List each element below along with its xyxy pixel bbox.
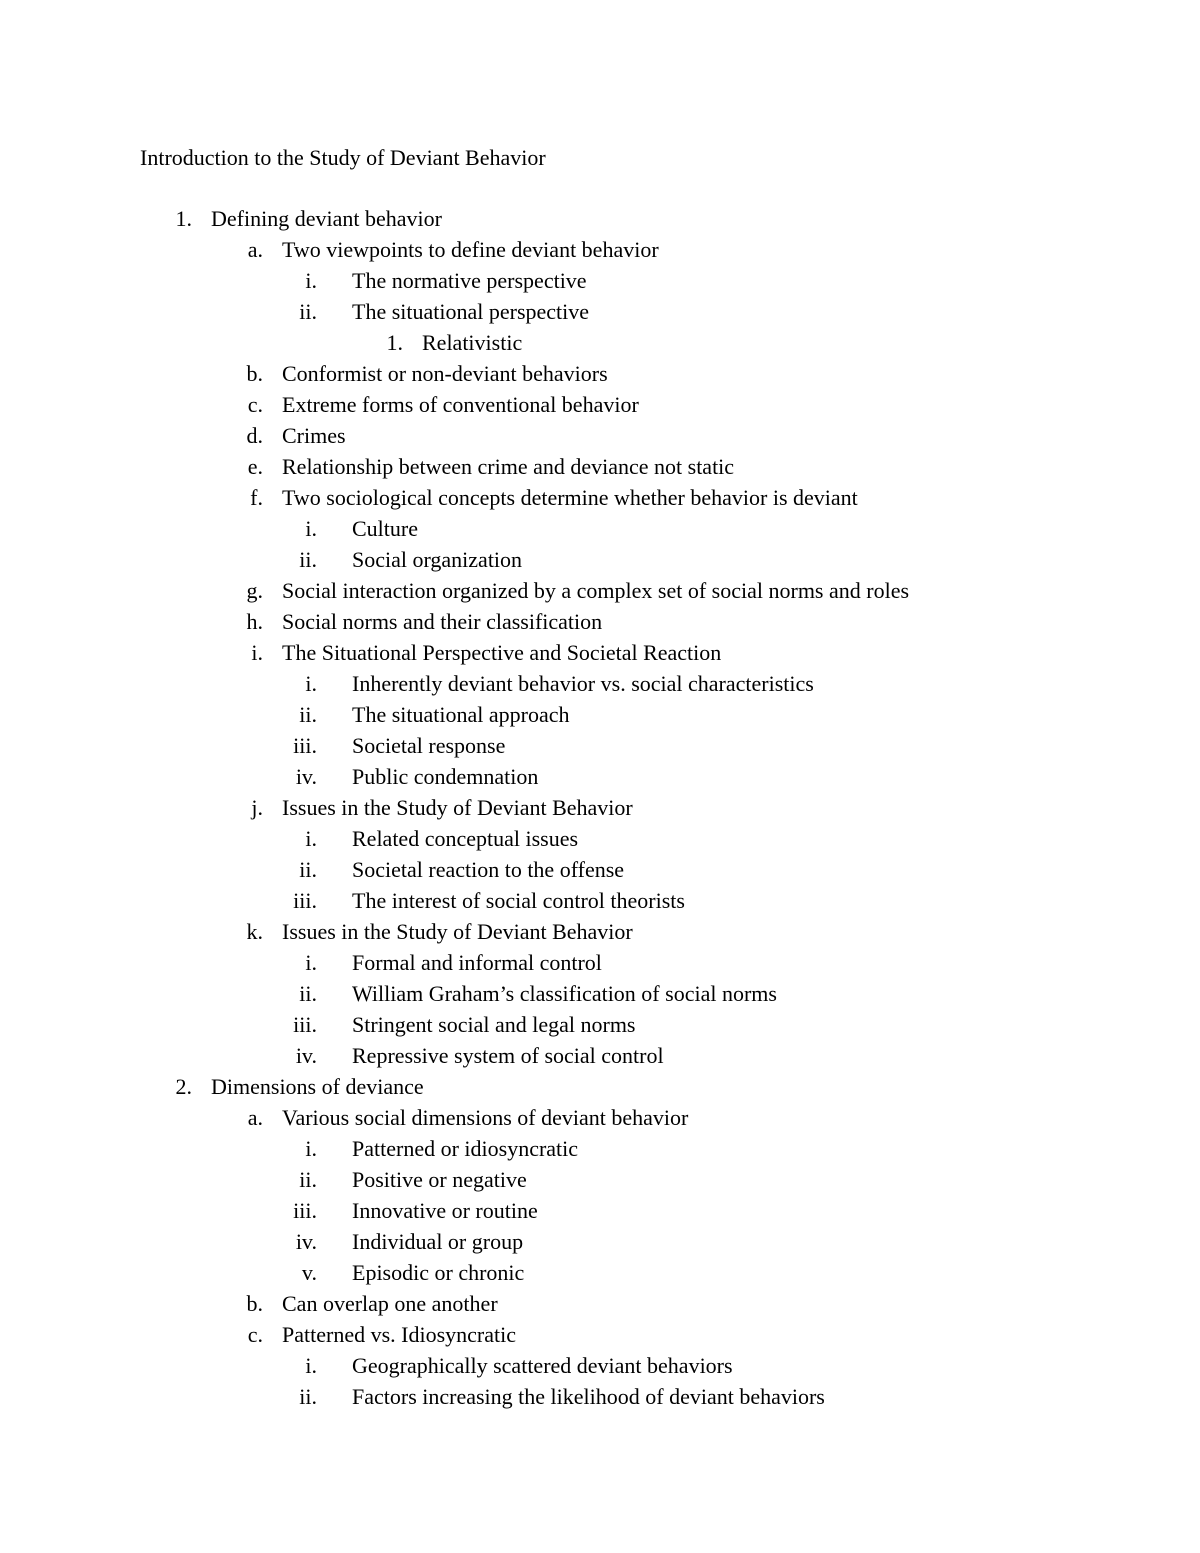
outline-item-text: Social interaction organized by a complex set of social norms and roles xyxy=(282,578,910,603)
outline-item-level-3 xyxy=(0,296,1200,327)
outline-item-level-2 xyxy=(0,1288,1200,1319)
outline-item-marker: iv. xyxy=(295,1229,317,1254)
outline-item-text: Repressive system of social control xyxy=(352,1043,664,1068)
outline-item-text: The situational perspective xyxy=(352,299,590,324)
outline-item-level-3 xyxy=(0,1133,1200,1164)
outline-item-text: Issues in the Study of Deviant Behavior xyxy=(282,919,633,944)
outline-item-text: Individual or group xyxy=(352,1229,524,1254)
outline-item-marker: 1. xyxy=(386,330,403,355)
outline-item-text: Dimensions of deviance xyxy=(211,1074,424,1099)
outline-item-level-3 xyxy=(0,513,1200,544)
outline-item-level-2 xyxy=(0,482,1200,513)
outline-item-text: Conformist or non-deviant behaviors xyxy=(282,361,608,386)
outline-item-text: Social norms and their classification xyxy=(282,609,603,634)
outline-item-level-3 xyxy=(0,1350,1200,1381)
outline-item-marker: k. xyxy=(246,919,263,944)
outline-item-text: Culture xyxy=(352,516,418,541)
outline-item-marker: i. xyxy=(251,640,263,665)
outline-item-marker: i. xyxy=(305,1136,317,1161)
outline-item-level-2 xyxy=(0,234,1200,265)
outline-item-level-3 xyxy=(0,1381,1200,1412)
outline-item-text: Patterned vs. Idiosyncratic xyxy=(282,1322,516,1347)
outline-list xyxy=(0,203,1200,1412)
outline-item-text: Positive or negative xyxy=(352,1167,527,1192)
outline-item-marker: ii. xyxy=(299,1384,317,1409)
outline-item-marker: b. xyxy=(246,361,263,386)
outline-item-text: Stringent social and legal norms xyxy=(352,1012,636,1037)
outline-item-text: The Situational Perspective and Societal Reaction xyxy=(282,640,722,665)
outline-item-text: Formal and informal control xyxy=(352,950,602,975)
outline-item-level-2 xyxy=(0,792,1200,823)
outline-item-level-2 xyxy=(0,420,1200,451)
outline-item-marker: f. xyxy=(250,485,263,510)
outline-item-marker: e. xyxy=(247,454,263,479)
outline-item-marker: i. xyxy=(305,1353,317,1378)
outline-item-level-3 xyxy=(0,854,1200,885)
outline-item-text: Social organization xyxy=(352,547,523,572)
outline-item-marker: ii. xyxy=(299,547,317,572)
outline-item-marker: j. xyxy=(251,795,263,820)
outline-item-marker: i. xyxy=(305,671,317,696)
outline-item-marker: a. xyxy=(247,237,263,262)
outline-item-text: Geographically scattered deviant behaviors xyxy=(352,1353,733,1378)
outline-item-level-2 xyxy=(0,916,1200,947)
outline-item-marker: c. xyxy=(247,1322,263,1347)
outline-item-marker: i. xyxy=(305,268,317,293)
outline-item-marker: ii. xyxy=(299,702,317,727)
outline-item-text: Relativistic xyxy=(422,330,523,355)
outline-item-text: Defining deviant behavior xyxy=(211,206,442,231)
outline-item-level-1 xyxy=(0,1071,1200,1102)
outline-item-level-3 xyxy=(0,544,1200,575)
outline-item-level-3 xyxy=(0,1164,1200,1195)
outline-item-level-3 xyxy=(0,265,1200,296)
outline-item-text: Extreme forms of conventional behavior xyxy=(282,392,639,417)
outline-item-text: Related conceptual issues xyxy=(352,826,579,851)
outline-item-marker: iii. xyxy=(293,1012,317,1037)
outline-item-text: Public condemnation xyxy=(352,764,539,789)
outline-item-level-2 xyxy=(0,575,1200,606)
outline-item-level-3 xyxy=(0,1009,1200,1040)
outline-item-level-2 xyxy=(0,606,1200,637)
outline-item-marker: ii. xyxy=(299,857,317,882)
outline-item-level-3 xyxy=(0,668,1200,699)
outline-item-level-4 xyxy=(0,327,1200,358)
outline-item-marker: v. xyxy=(301,1260,317,1285)
outline-item-level-3 xyxy=(0,761,1200,792)
outline-item-level-2 xyxy=(0,358,1200,389)
outline-item-marker: ii. xyxy=(299,299,317,324)
outline-item-level-3 xyxy=(0,699,1200,730)
outline-item-text: William Graham’s classification of social norms xyxy=(352,981,777,1006)
outline-item-level-3 xyxy=(0,947,1200,978)
outline-item-level-3 xyxy=(0,823,1200,854)
outline-item-level-2 xyxy=(0,637,1200,668)
outline-item-level-3 xyxy=(0,1195,1200,1226)
outline-item-level-3 xyxy=(0,1040,1200,1071)
outline-item-level-3 xyxy=(0,1257,1200,1288)
outline-item-text: Inherently deviant behavior vs. social characteristics xyxy=(352,671,814,696)
outline-item-text: Two sociological concepts determine whether behavior is deviant xyxy=(282,485,858,510)
outline-item-text: Innovative or routine xyxy=(352,1198,538,1223)
outline-item-marker: iii. xyxy=(293,888,317,913)
outline-item-level-2 xyxy=(0,451,1200,482)
outline-item-text: Patterned or idiosyncratic xyxy=(352,1136,579,1161)
outline-item-marker: g. xyxy=(246,578,263,603)
outline-item-level-3 xyxy=(0,978,1200,1009)
outline-item-marker: i. xyxy=(305,950,317,975)
outline-item-text: Episodic or chronic xyxy=(352,1260,525,1285)
outline-item-level-2 xyxy=(0,1102,1200,1133)
outline-item-text: Factors increasing the likelihood of deviant behaviors xyxy=(352,1384,825,1409)
outline-item-text: The situational approach xyxy=(352,702,570,727)
outline-item-marker: ii. xyxy=(299,981,317,1006)
outline-item-text: Can overlap one another xyxy=(282,1291,498,1316)
outline-item-marker: 2. xyxy=(175,1074,192,1099)
outline-item-level-3 xyxy=(0,730,1200,761)
outline-item-level-2 xyxy=(0,1319,1200,1350)
outline-item-marker: iii. xyxy=(293,1198,317,1223)
outline-item-marker: i. xyxy=(305,516,317,541)
outline-item-marker: 1. xyxy=(175,206,192,231)
outline-item-marker: iv. xyxy=(295,1043,317,1068)
outline-item-level-3 xyxy=(0,885,1200,916)
outline-item-marker: ii. xyxy=(299,1167,317,1192)
outline-item-marker: h. xyxy=(246,609,263,634)
outline-item-text: Relationship between crime and deviance not static xyxy=(282,454,735,479)
outline-item-marker: d. xyxy=(246,423,263,448)
outline-item-text: Issues in the Study of Deviant Behavior xyxy=(282,795,633,820)
outline-item-text: Societal response xyxy=(352,733,506,758)
outline-item-level-2 xyxy=(0,389,1200,420)
outline-item-level-3 xyxy=(0,1226,1200,1257)
outline-item-marker: iii. xyxy=(293,733,317,758)
outline-item-marker: b. xyxy=(246,1291,263,1316)
outline-item-text: Various social dimensions of deviant behavior xyxy=(282,1105,689,1130)
document-title: Introduction to the Study of Deviant Behavior xyxy=(140,145,546,170)
outline-item-text: Two viewpoints to define deviant behavior xyxy=(282,237,659,262)
outline-item-marker: c. xyxy=(247,392,263,417)
outline-item-marker: a. xyxy=(247,1105,263,1130)
outline-item-text: Crimes xyxy=(282,423,346,448)
outline-item-text: Societal reaction to the offense xyxy=(352,857,625,882)
outline-item-text: The normative perspective xyxy=(352,268,587,293)
outline-item-marker: i. xyxy=(305,826,317,851)
outline-item-level-1 xyxy=(0,203,1200,234)
outline-item-text: The interest of social control theorists xyxy=(352,888,685,913)
outline-item-marker: iv. xyxy=(295,764,317,789)
